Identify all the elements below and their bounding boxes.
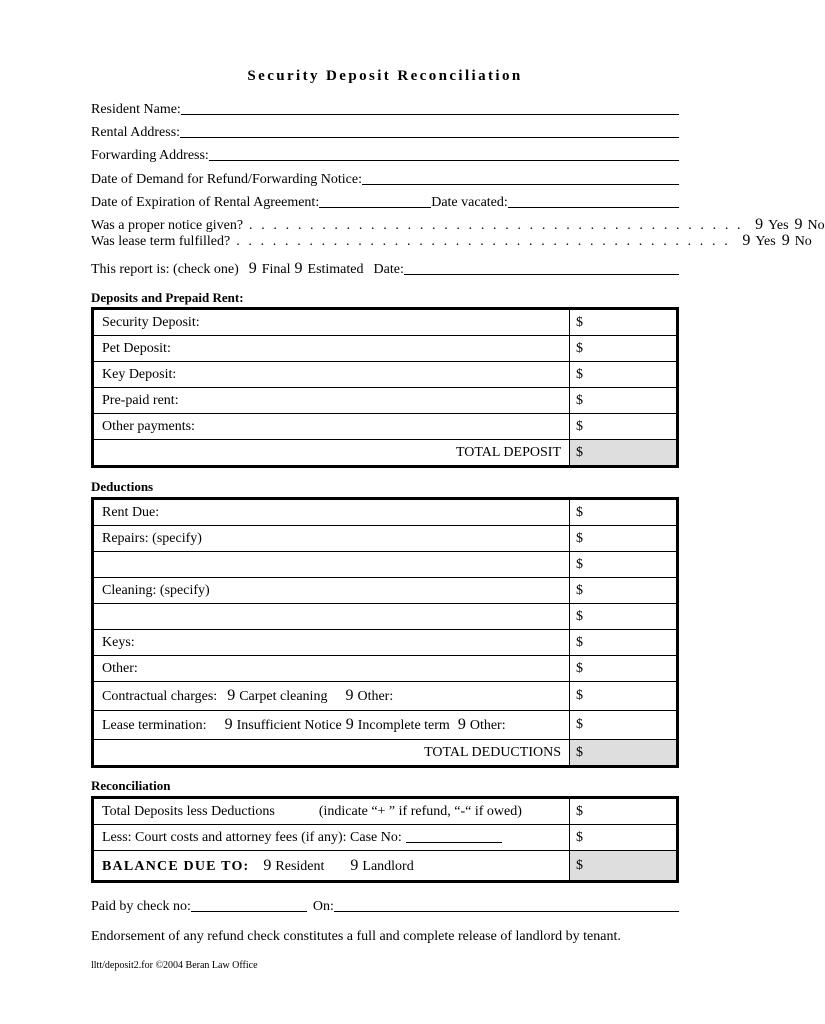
contractual-other-checkbox[interactable]: 9 — [345, 687, 354, 704]
date-label: Date: — [373, 262, 404, 277]
other-label: Other: — [93, 656, 570, 682]
table-row — [93, 851, 678, 882]
yes-label: Yes — [755, 234, 776, 249]
landlord-checkbox[interactable]: 9 — [350, 856, 359, 874]
table-row — [93, 604, 678, 630]
rental-address-row — [91, 123, 679, 141]
balance-due-row — [93, 851, 570, 882]
leader-dots: . . . . . . . . . . . . . . . . . . . . . . . . . . . . . . . . . . . . . . . . . — [249, 218, 744, 233]
deposit-label: Other payments: — [93, 414, 570, 440]
table-row — [93, 656, 678, 682]
deposit-amount-field[interactable]: $ — [570, 362, 678, 388]
total-deposit-label: TOTAL DEPOSIT — [93, 440, 570, 467]
table-row — [93, 362, 678, 388]
deposit-amount-field[interactable]: $ — [570, 309, 678, 336]
date-vacated-label: Date vacated: — [431, 195, 508, 210]
deposits-heading: Deposits and Prepaid Rent: — [91, 290, 244, 305]
lease-yes-checkbox[interactable]: 9 — [742, 232, 751, 249]
landlord-label: Landlord — [362, 858, 414, 874]
termination-other-checkbox[interactable]: 9 — [457, 716, 466, 733]
forwarding-address-field[interactable] — [209, 159, 679, 161]
keys-label: Keys: — [93, 630, 570, 656]
deposit-amount-field[interactable]: $ — [570, 336, 678, 362]
court-costs-label: Less: Court costs and attorney fees (if any): Case No: — [102, 829, 402, 845]
date-of-demand-field[interactable] — [362, 183, 679, 185]
repairs-amount-2[interactable]: $ — [570, 552, 678, 578]
notice-no-checkbox[interactable]: 9 — [794, 216, 803, 233]
other-amount[interactable]: $ — [570, 656, 678, 682]
endorsement-text: Endorsement of any refund check constitutes a full and complete release of landlord by tenant. — [91, 929, 621, 944]
paid-by-label: Paid by check no: — [91, 899, 191, 914]
rental-address-field[interactable] — [180, 136, 679, 138]
net-amount-field[interactable]: $ — [570, 798, 678, 825]
resident-checkbox[interactable]: 9 — [263, 856, 272, 874]
termination-other-label: Other: — [469, 718, 506, 733]
final-label: Final — [261, 262, 291, 277]
no-label: No — [807, 218, 825, 233]
cleaning-specify-field[interactable] — [93, 604, 570, 630]
forwarding-address-label: Forwarding Address: — [91, 148, 209, 163]
resident-name-field[interactable] — [181, 113, 679, 115]
contractual-label: Contractual charges: — [102, 689, 218, 704]
resident-label: Resident — [275, 858, 325, 874]
contractual-amount[interactable]: $ — [570, 682, 678, 711]
total-deposit-field[interactable]: $ — [570, 440, 678, 467]
contractual-other-label: Other: — [357, 689, 394, 704]
date-of-demand-label: Date of Demand for Refund/Forwarding Notice: — [91, 172, 362, 187]
refund-indicator-note: (indicate “+ ” if refund, “-“ if owed) — [318, 803, 522, 819]
repairs-label: Repairs: (specify) — [93, 526, 570, 552]
lease-fulfilled-row — [91, 232, 812, 250]
leader-dots: . . . . . . . . . . . . . . . . . . . . . . . . . . . . . . . . . . . . . . . . . — [236, 234, 731, 249]
resident-name-label: Resident Name: — [91, 102, 181, 117]
balance-due-amount[interactable]: $ — [570, 851, 678, 882]
cleaning-amount-2[interactable]: $ — [570, 604, 678, 630]
table-row — [93, 309, 678, 336]
incomplete-label: Incomplete term — [357, 718, 450, 733]
table-row — [93, 798, 678, 825]
expiration-row — [91, 193, 679, 211]
footer-text: lltt/deposit2.for ©2004 Beran Law Office — [91, 960, 258, 971]
court-costs-amount[interactable]: $ — [570, 825, 678, 851]
balance-due-label: BALANCE DUE TO: — [102, 858, 250, 874]
deposits-table — [91, 307, 679, 468]
table-row — [93, 499, 678, 526]
no-label: No — [794, 234, 812, 249]
reconciliation-table — [91, 796, 679, 883]
table-row — [93, 526, 678, 552]
report-type-row — [91, 260, 679, 278]
table-row — [93, 552, 678, 578]
deposit-label: Key Deposit: — [93, 362, 570, 388]
date-of-demand-row — [91, 170, 679, 188]
lease-fulfilled-label: Was lease term fulfilled? — [91, 234, 231, 249]
deductions-table — [91, 497, 679, 768]
deductions-heading: Deductions — [91, 479, 154, 494]
insufficient-label: Insufficient Notice — [236, 718, 342, 733]
table-row — [93, 440, 678, 467]
case-no-field[interactable] — [406, 841, 502, 843]
contractual-row — [93, 682, 570, 711]
deposit-amount-field[interactable]: $ — [570, 388, 678, 414]
table-row — [93, 414, 678, 440]
rent-due-amount[interactable]: $ — [570, 499, 678, 526]
total-deductions-label: TOTAL DEDUCTIONS — [93, 740, 570, 767]
rent-due-label: Rent Due: — [102, 504, 160, 520]
form-title: Security Deposit Reconciliation — [247, 68, 523, 84]
date-vacated-field[interactable] — [508, 206, 679, 208]
court-costs-row — [93, 825, 570, 851]
report-is-label: This report is: (check one) — [91, 262, 239, 277]
deposit-amount-field[interactable]: $ — [570, 414, 678, 440]
expiration-label: Date of Expiration of Rental Agreement: — [91, 195, 320, 210]
notice-given-label: Was a proper notice given? — [91, 218, 244, 233]
deposit-label: Security Deposit: — [102, 314, 200, 330]
table-row — [93, 578, 678, 604]
notice-yes-checkbox[interactable]: 9 — [755, 216, 764, 233]
estimated-checkbox[interactable]: 9 — [294, 260, 303, 277]
paid-on-field[interactable] — [334, 910, 679, 912]
repairs-amount[interactable]: $ — [570, 526, 678, 552]
forwarding-address-row — [91, 146, 679, 164]
total-less-deductions-row — [93, 798, 570, 825]
total-deductions-field[interactable]: $ — [570, 740, 678, 767]
deposit-label: Pre-paid rent: — [93, 388, 570, 414]
table-row — [93, 630, 678, 656]
carpet-checkbox[interactable]: 9 — [227, 687, 236, 704]
table-row — [93, 740, 678, 767]
reconciliation-heading: Reconciliation — [91, 778, 171, 793]
expiration-field[interactable] — [319, 206, 431, 208]
cleaning-amount[interactable]: $ — [570, 578, 678, 604]
lease-termination-label: Lease termination: — [102, 718, 207, 733]
resident-name-row — [91, 100, 679, 118]
lease-no-checkbox[interactable]: 9 — [781, 232, 790, 249]
table-row — [93, 825, 678, 851]
paid-by-row — [91, 897, 679, 915]
final-checkbox[interactable]: 9 — [248, 260, 257, 277]
estimated-label: Estimated — [307, 262, 364, 277]
keys-amount[interactable]: $ — [570, 630, 678, 656]
table-row — [93, 336, 678, 362]
carpet-label: Carpet cleaning — [239, 689, 328, 704]
insufficient-checkbox[interactable]: 9 — [224, 716, 233, 733]
on-label: On: — [312, 899, 334, 914]
table-row — [93, 711, 678, 740]
total-less-deductions-label: Total Deposits less Deductions — [102, 803, 275, 819]
table-row — [93, 388, 678, 414]
check-no-field[interactable] — [191, 910, 307, 912]
rental-address-label: Rental Address: — [91, 125, 181, 140]
repairs-specify-field[interactable] — [93, 552, 570, 578]
lease-termination-amount[interactable]: $ — [570, 711, 678, 740]
report-date-field[interactable] — [404, 273, 679, 275]
table-row — [93, 682, 678, 711]
cleaning-label: Cleaning: (specify) — [93, 578, 570, 604]
incomplete-checkbox[interactable]: 9 — [345, 716, 354, 733]
deposit-label: Pet Deposit: — [93, 336, 570, 362]
yes-label: Yes — [768, 218, 789, 233]
lease-termination-row — [93, 711, 570, 740]
